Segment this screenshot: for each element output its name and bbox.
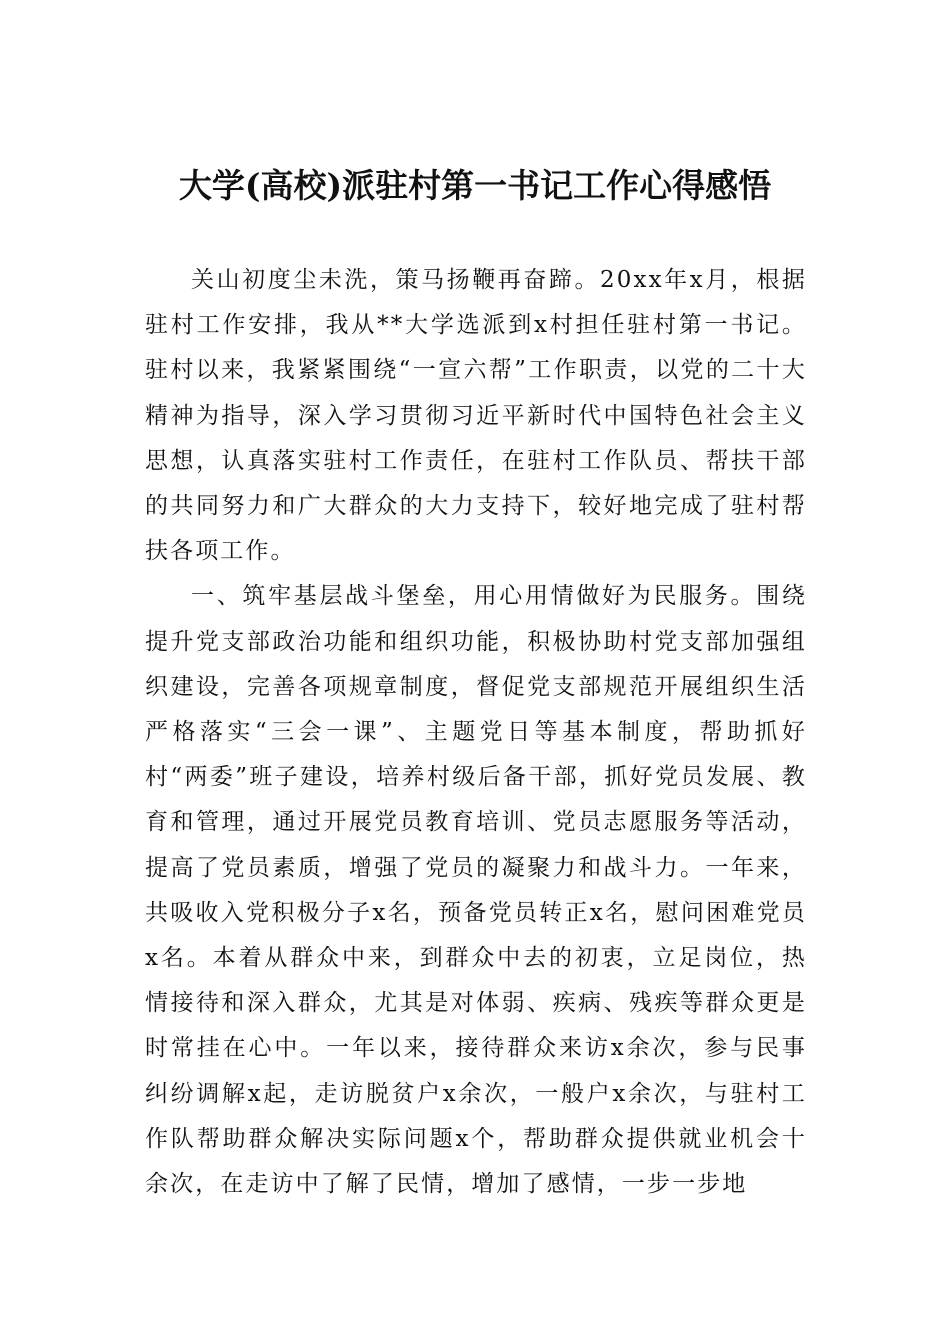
paragraph-section-one: 一、筑牢基层战斗堡垒，用心用情做好为民服务。围绕提升党支部政治功能和组织功能，积极协助村党支部加强组织建设，完善各项规章制度，督促党支部规范开展组织生活严格落实“三会一课”、主题党日等基本制度，帮助抓好村“两委”班子建设，培养村级后备干部，抓好党员发展、教育和管理，通过开展党员教育培训、党员志愿服务等活动，提高了党员素质，增强了党员的凝聚力和战斗力。一年来，共吸收入党积极分子x名，预备党员转正x名，慰问困难党员x名。本着从群众中来，到群众中去的初衷，立足岗位，热情接待和深入群众，尤其是对体弱、疾病、残疾等群众更是时常挂在心中。一年以来，接待群众来访x余次，参与民事纠纷调解x起，走访脱贫户x余次，一般户x余次，与驻村工作队帮助群众解决实际问题x个，帮助群众提供就业机会十余次，在走访中了解了民情，增加了感情，一步一步地 — [145, 583, 807, 1198]
document-title: 大学(高校)派驻村第一书记工作心得感悟 — [178, 166, 772, 205]
paragraph-intro: 关山初度尘未洗，策马扬鞭再奋蹄。20xx年x月，根据驻村工作安排，我从**大学选派到x村担任驻村第一书记。驻村以来，我紧紧围绕“一宣六帮”工作职责，以党的二十大精神为指导，深入学习贯彻习近平新时代中国特色社会主义思想，认真落实驻村工作责任，在驻村工作队员、帮扶干部的共同努力和广大群众的大力支持下，较好地完成了驻村帮扶各项工作。 — [145, 267, 807, 565]
document-body — [145, 258, 807, 1207]
